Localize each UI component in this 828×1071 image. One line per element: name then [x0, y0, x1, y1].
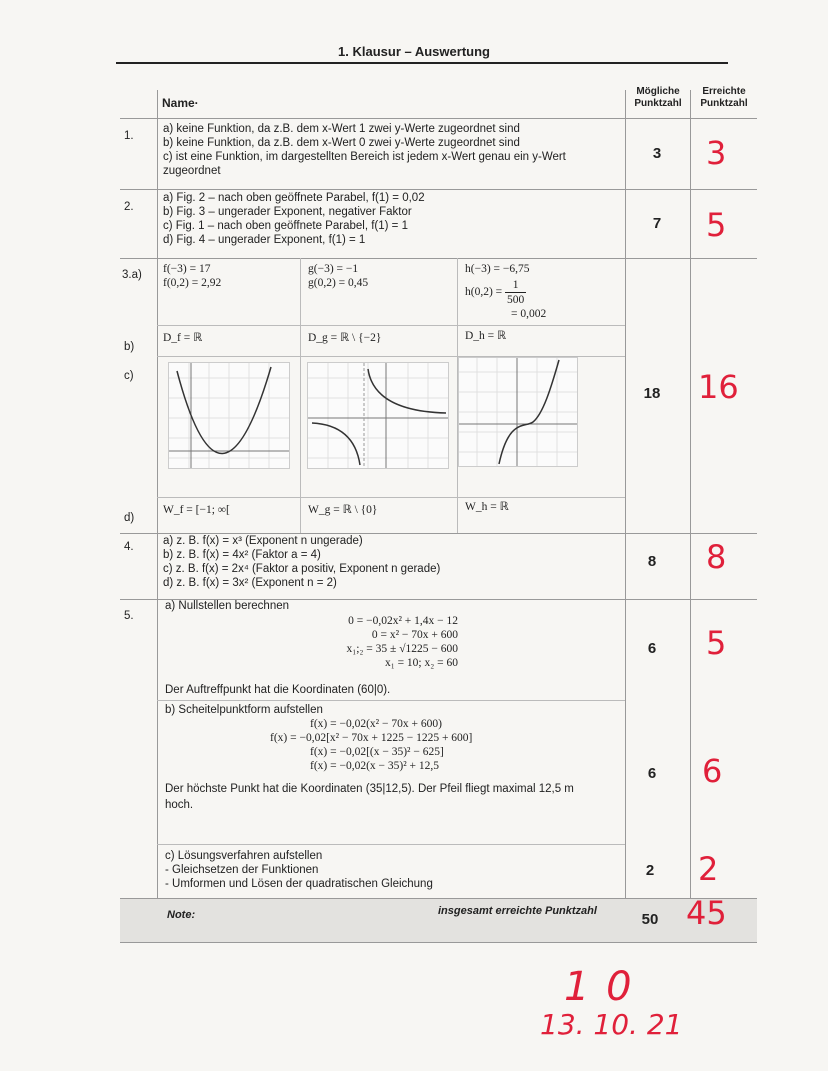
name-label: Name· [162, 96, 199, 110]
result-line: hoch. [165, 799, 194, 811]
task-5-number: 5. [124, 610, 134, 622]
task-5b-possible: 6 [647, 765, 657, 782]
handwritten-grade: 1 0 [564, 964, 634, 1010]
h-fraction-den: 500 [507, 294, 525, 306]
task-1-number: 1. [124, 130, 134, 142]
g-value: g(0,2) = 0,45 [308, 277, 369, 289]
task-5c-line: - Gleichsetzen der Funktionen [165, 864, 319, 876]
task-1-line: zugeordnet [163, 165, 221, 177]
achieved-points-header: Erreichte Punktzahl [700, 86, 748, 109]
equation-line: f(x) = −0,02[x² − 70x + 1225 − 1225 + 600] [270, 732, 473, 744]
task-4-number: 4. [124, 541, 134, 553]
graph-h-cubic [458, 357, 578, 467]
task-1-achieved: 3 [706, 134, 727, 172]
task-5c-text [165, 849, 433, 891]
possible-points-header: Mögliche Punktzahl [634, 86, 682, 109]
equation-line: 0 = x² − 70x + 600 [371, 629, 458, 641]
h-fraction [505, 278, 526, 307]
range-g: W_g = ℝ \ {0} [308, 504, 378, 516]
equation-line: f(x) = −0,02(x² − 70x + 600) [310, 718, 442, 730]
task-1-line: c) ist eine Funktion, im dargestellten Bereich ist jedem x-Wert genau ein y-Wert [163, 151, 566, 163]
domain-g: D_g = ℝ \ {−2} [308, 332, 382, 344]
task-2-achieved: 5 [706, 206, 727, 244]
task-5a-equations [318, 614, 458, 670]
task-4-text [163, 534, 440, 590]
task-4-achieved: 8 [706, 538, 727, 576]
equation-line: x₁ = 10; x₂ = 60 [384, 657, 458, 669]
h-value-left: h(0,2) = [465, 286, 503, 299]
task-3-achieved: 16 [698, 368, 739, 406]
task-5a-possible: 6 [647, 640, 657, 657]
task-4-line: b) z. B. f(x) = 4x² (Faktor a = 4) [163, 549, 321, 561]
g-value: g(−3) = −1 [308, 263, 359, 275]
h-fraction-num: 1 [505, 278, 526, 293]
task-4-line: c) z. B. f(x) = 2x⁴ (Faktor a positiv, Exponent n gerade) [163, 563, 441, 575]
h-value: h(−3) = −6,75 [465, 263, 530, 275]
range-h: W_h = ℝ [465, 501, 509, 513]
f-value: f(0,2) = 2,92 [163, 277, 222, 289]
task-5c-achieved: 2 [698, 850, 719, 888]
equation-line: 0 = −0,02x² + 1,4x − 12 [348, 615, 458, 627]
page-title: 1. Klausur – Auswertung [338, 44, 490, 59]
result-line: Der höchste Punkt hat die Koordinaten (35|12,5). Der Pfeil fliegt maximal 12,5 m [165, 783, 574, 795]
task-2-line: b) Fig. 3 – ungerader Exponent, negativer Faktor [163, 206, 412, 218]
task-3b-number: b) [124, 341, 135, 353]
equation-line: x₁;₂ = 35 ± √1225 − 600 [346, 643, 458, 655]
note-label: Note: [167, 909, 196, 921]
task-5b-result [165, 782, 574, 812]
task-3-possible: 18 [643, 385, 661, 402]
graph-f-parabola [168, 362, 290, 469]
task-1-line: a) keine Funktion, da z.B. dem x-Wert 1 zwei y-Werte zugeordnet sind [163, 123, 520, 135]
task-4-line: a) z. B. f(x) = x³ (Exponent n ungerade) [163, 535, 363, 547]
handwritten-date: 13. 10. 21 [540, 1008, 683, 1041]
total-label: insgesamt erreichte Punktzahl [438, 905, 597, 917]
task-1-text [163, 122, 566, 178]
h-value: = 0,002 [511, 308, 547, 320]
task-5b-achieved: 6 [702, 752, 723, 790]
task-3d-number: d) [124, 512, 135, 524]
task-2-line: c) Fig. 1 – nach oben geöffnete Parabel, f(1) = 1 [163, 220, 408, 232]
task-5a-achieved: 5 [706, 624, 727, 662]
f-value: f(−3) = 17 [163, 263, 211, 275]
task-4-possible: 8 [647, 553, 657, 570]
task-2-number: 2. [124, 201, 134, 213]
task-5b-equations [270, 717, 510, 773]
graph-g-hyperbola [307, 362, 449, 469]
task-2-possible: 7 [652, 215, 662, 232]
task-3a-number: 3.a) [122, 269, 142, 281]
task-5c-possible: 2 [645, 862, 655, 879]
domain-h: D_h = ℝ [465, 330, 507, 342]
equation-line: f(x) = −0,02(x − 35)² + 12,5 [310, 760, 440, 772]
title-underline [116, 62, 728, 64]
task-3a-g-values [308, 262, 368, 290]
total-possible: 50 [641, 911, 659, 928]
task-5a-title: a) Nullstellen berechnen [165, 600, 290, 612]
task-2-text [163, 191, 425, 247]
total-achieved: 45 [686, 894, 727, 932]
task-2-line: d) Fig. 4 – ungerader Exponent, f(1) = 1 [163, 234, 366, 246]
equation-line: f(x) = −0,02[(x − 35)² − 625] [310, 746, 444, 758]
task-3a-h-values [465, 262, 546, 321]
task-5c-line: c) Lösungsverfahren aufstellen [165, 850, 323, 862]
task-1-possible: 3 [652, 145, 662, 162]
task-5a-result: Der Auftreffpunkt hat die Koordinaten (60|0). [165, 684, 391, 696]
task-4-line: d) z. B. f(x) = 3x² (Exponent n = 2) [163, 577, 337, 589]
range-f: W_f = [−1; ∞[ [163, 504, 230, 516]
task-3c-number: c) [124, 370, 134, 382]
task-5c-line: - Umformen und Lösen der quadratischen Gleichung [165, 878, 433, 890]
task-2-line: a) Fig. 2 – nach oben geöffnete Parabel, f(1) = 0,02 [163, 192, 425, 204]
task-1-line: b) keine Funktion, da z.B. dem x-Wert 0 zwei y-Werte zugeordnet sind [163, 137, 520, 149]
task-3a-f-values [163, 262, 221, 290]
domain-f: D_f = ℝ [163, 332, 203, 344]
task-5b-title: b) Scheitelpunktform aufstellen [165, 704, 323, 716]
